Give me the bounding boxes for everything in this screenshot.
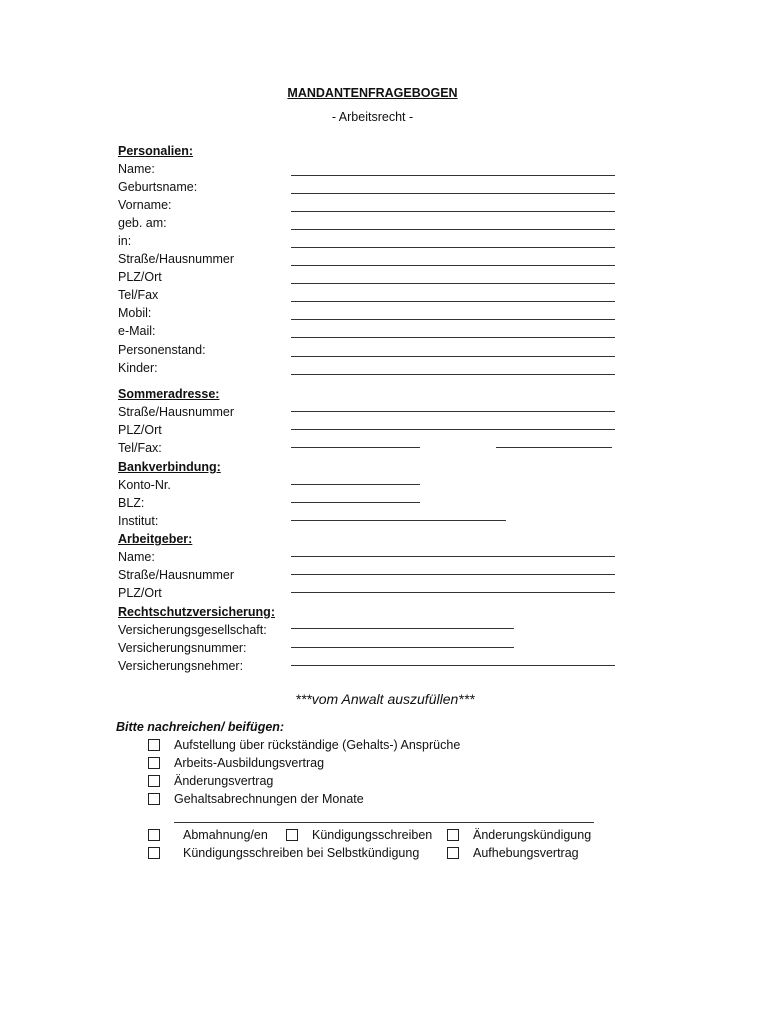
checkbox-label-gehaltsabrechnungen: Gehaltsabrechnungen der Monate	[174, 792, 364, 806]
input-line-strasse[interactable]	[291, 265, 615, 266]
field-label-versicherungsnehmer: Versicherungsnehmer:	[118, 659, 244, 673]
input-line-sommer-plz-ort[interactable]	[291, 429, 615, 430]
field-label-versicherungsnummer: Versicherungsnummer:	[118, 641, 247, 655]
input-line-in[interactable]	[291, 247, 615, 248]
input-line-geb-am[interactable]	[291, 229, 615, 230]
input-line-name[interactable]	[291, 175, 615, 176]
input-line-plz-ort[interactable]	[291, 283, 615, 284]
input-line-sommer-strasse[interactable]	[291, 411, 615, 412]
input-line-tel-fax[interactable]	[291, 301, 615, 302]
field-label-arbeitgeber-plz-ort: PLZ/Ort	[118, 586, 162, 600]
field-label-name: Name:	[118, 162, 155, 176]
input-line-arbeitgeber-plz-ort[interactable]	[291, 592, 615, 593]
checkbox-aufstellung[interactable]	[148, 739, 160, 751]
checkbox-label-aenderungsvertrag: Änderungsvertrag	[174, 774, 274, 788]
field-label-personenstand: Personenstand:	[118, 343, 206, 357]
document-title: MANDANTENFRAGEBOGEN	[287, 86, 458, 100]
checkbox-abmahnung[interactable]	[148, 829, 160, 841]
input-line-sommer-fax[interactable]	[496, 447, 612, 448]
checkbox-label-abmahnung: Abmahnung/en	[183, 828, 268, 842]
input-line-kinder[interactable]	[291, 374, 615, 375]
input-line-institut[interactable]	[291, 520, 506, 521]
input-line-arbeitgeber-strasse[interactable]	[291, 574, 615, 575]
field-label-vorname: Vorname:	[118, 198, 172, 212]
checkbox-aufhebungsvertrag[interactable]	[447, 847, 459, 859]
input-line-versicherungsnummer[interactable]	[291, 647, 514, 648]
input-line-versicherungsgesellschaft[interactable]	[291, 628, 514, 629]
section-heading-personalien: Personalien:	[118, 144, 194, 158]
checkbox-gehaltsabrechnungen[interactable]	[148, 793, 160, 805]
field-label-strasse: Straße/Hausnummer	[118, 252, 235, 266]
checkbox-aenderungskuendigung[interactable]	[447, 829, 459, 841]
input-line-personenstand[interactable]	[291, 356, 615, 357]
input-line-blz[interactable]	[291, 502, 420, 503]
field-label-arbeitgeber-strasse: Straße/Hausnummer	[118, 568, 235, 582]
checkbox-selbstkuendigung[interactable]	[148, 847, 160, 859]
field-label-arbeitgeber-name: Name:	[118, 550, 155, 564]
lawyer-note: ***vom Anwalt auszufüllen***	[295, 691, 475, 707]
checkbox-label-selbstkuendigung: Kündigungsschreiben bei Selbstkündigung	[183, 846, 420, 860]
checkbox-aenderungsvertrag[interactable]	[148, 775, 160, 787]
checkbox-label-aufhebungsvertrag: Aufhebungsvertrag	[473, 846, 579, 860]
attachments-heading: Bitte nachreichen/ beifügen:	[116, 720, 285, 734]
field-label-geburtsname: Geburtsname:	[118, 180, 198, 194]
field-label-sommer-plz-ort: PLZ/Ort	[118, 423, 162, 437]
field-label-institut: Institut:	[118, 514, 159, 528]
input-line-geburtsname[interactable]	[291, 193, 615, 194]
field-label-email: e-Mail:	[118, 324, 156, 338]
checkbox-label-arbeitsvertrag: Arbeits-Ausbildungsvertrag	[174, 756, 325, 770]
input-line-konto-nr[interactable]	[291, 484, 420, 485]
checkbox-label-kuendigungsschreiben: Kündigungsschreiben	[312, 828, 433, 842]
field-label-konto-nr: Konto-Nr.	[118, 478, 171, 492]
checkbox-label-aenderungskuendigung: Änderungskündigung	[473, 828, 592, 842]
section-heading-sommeradresse: Sommeradresse:	[118, 387, 220, 401]
section-heading-arbeitgeber: Arbeitgeber:	[118, 532, 193, 546]
section-heading-rechtsschutz: Rechtschutzversicherung:	[118, 605, 275, 619]
checkbox-label-aufstellung: Aufstellung über rückständige (Gehalts-) Ansprüche	[174, 738, 461, 752]
field-label-mobil: Mobil:	[118, 306, 152, 320]
document-subtitle: - Arbeitsrecht -	[331, 110, 414, 124]
field-label-versicherungsgesellschaft: Versicherungsgesellschaft:	[118, 623, 267, 637]
field-label-geb-am: geb. am:	[118, 216, 167, 230]
field-label-plz-ort: PLZ/Ort	[118, 270, 162, 284]
input-line-sommer-tel[interactable]	[291, 447, 420, 448]
input-line-vorname[interactable]	[291, 211, 615, 212]
field-label-sommer-tel-fax: Tel/Fax:	[118, 441, 162, 455]
input-line-email[interactable]	[291, 337, 615, 338]
field-label-in: in:	[118, 234, 132, 248]
input-line-arbeitgeber-name[interactable]	[291, 556, 615, 557]
field-label-kinder: Kinder:	[118, 361, 158, 375]
section-heading-bankverbindung: Bankverbindung:	[118, 460, 221, 474]
field-label-sommer-strasse: Straße/Hausnummer	[118, 405, 235, 419]
checkbox-kuendigungsschreiben[interactable]	[286, 829, 298, 841]
input-line-mobil[interactable]	[291, 319, 615, 320]
input-line-versicherungsnehmer[interactable]	[291, 665, 615, 666]
checkbox-arbeitsvertrag[interactable]	[148, 757, 160, 769]
input-line-monate[interactable]	[174, 822, 594, 823]
field-label-blz: BLZ:	[118, 496, 145, 510]
field-label-tel-fax: Tel/Fax	[118, 288, 159, 302]
